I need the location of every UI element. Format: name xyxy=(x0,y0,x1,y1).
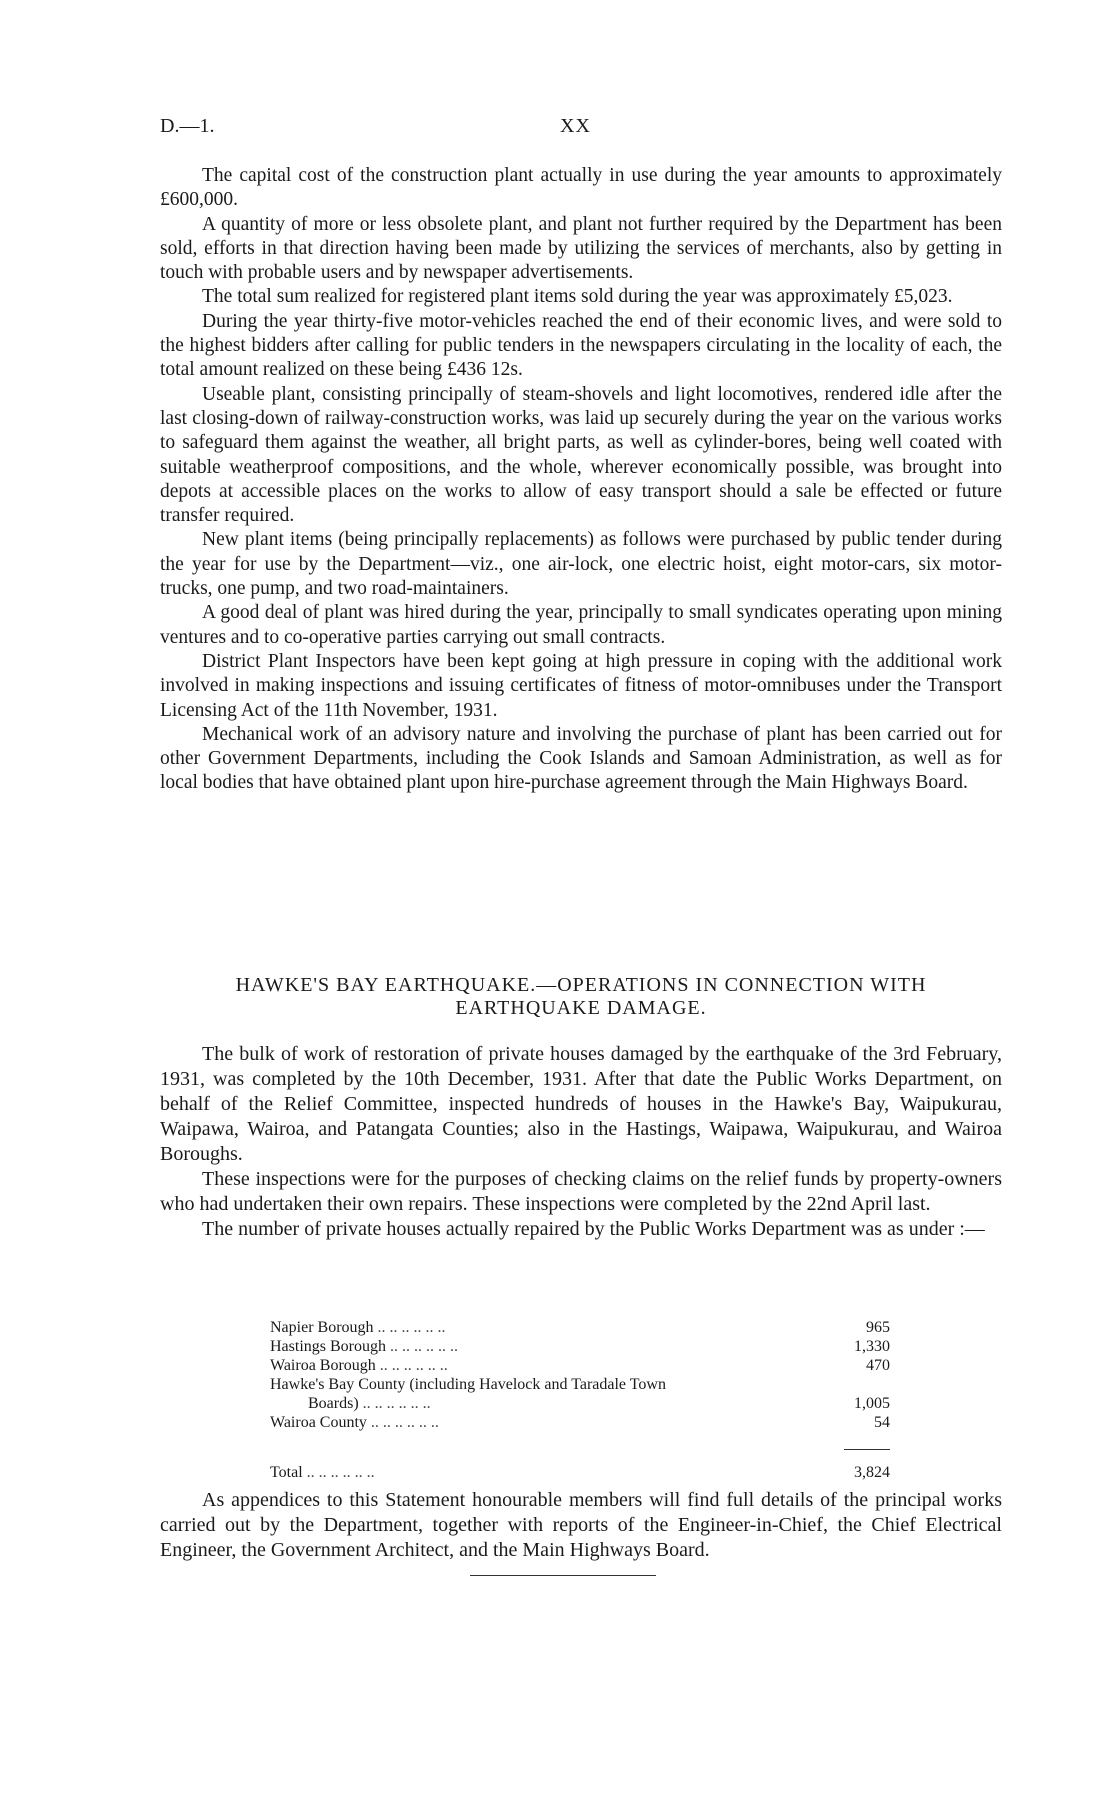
table-row xyxy=(270,1318,890,1337)
page-header xyxy=(160,115,1000,145)
total-row xyxy=(270,1455,890,1482)
paragraph: The number of private houses actually repaired by the Public Works Department was as under :— xyxy=(202,1218,985,1240)
paragraph: The capital cost of the construction plant actually in use during the year amounts to approximately £600,000. xyxy=(160,165,1002,211)
leader-dots: .. .. .. .. .. .. xyxy=(306,1464,375,1481)
table-row xyxy=(270,1337,890,1356)
row-label: Napier Borough xyxy=(270,1319,374,1336)
sum-rule xyxy=(844,1449,890,1450)
earthquake-section xyxy=(160,1042,1002,1242)
houses-repaired-table xyxy=(270,1318,890,1482)
row-value: 1,005 xyxy=(854,1395,890,1412)
closing-paragraph: As appendices to this Statement honourable members will find full details of the principal works carried out by the Department, together with reports of the Engineer-in-Chief, the Chief Electrical Engineer, the Government Architect, and the Main Highways Board. xyxy=(160,1489,1002,1561)
row-value: 965 xyxy=(866,1319,890,1336)
table-row xyxy=(270,1356,890,1375)
row-value: 54 xyxy=(874,1414,890,1431)
row-value: 470 xyxy=(866,1357,890,1374)
section-heading-line1: HAWKE'S BAY EARTHQUAKE.—OPERATIONS IN CONNECTION WITH xyxy=(235,974,927,996)
leader-dots: .. .. .. .. .. .. xyxy=(379,1357,448,1374)
leader-dots: .. .. .. .. .. .. xyxy=(390,1338,458,1355)
sum-rule-row xyxy=(270,1432,890,1455)
row-label: Hastings Borough xyxy=(270,1338,386,1355)
leader-dots: .. .. .. .. .. .. xyxy=(370,1414,439,1431)
table-row xyxy=(270,1375,890,1413)
leader-dots: .. .. .. .. .. .. xyxy=(362,1395,431,1412)
row-value: 1,330 xyxy=(854,1338,890,1355)
plant-section xyxy=(160,164,1002,796)
paragraph: A quantity of more or less obsolete plant, and plant not further required by the Department has been sold, efforts in that direction having been made by utilizing the services of merchants, also by getting in touch with probable users and by newspaper advertisements. xyxy=(160,213,1002,284)
paragraph: The bulk of work of restoration of private houses damaged by the earthquake of the 3rd February, 1931, was completed by the 10th December, 1931. After that date the Public Works Department, on behalf of the Relief Committee, inspected hundreds of houses in the Hawke's Bay, Waipukurau, Waipawa, Wairoa, and Patangata Counties; also in the Hastings, Waipawa, Waipukurau, and Wairoa Boroughs. xyxy=(160,1043,1002,1165)
row-label: Wairoa Borough xyxy=(270,1357,376,1374)
paragraph: During the year thirty-five motor-vehicles reached the end of their economic lives, and were sold to the highest bidders after calling for public tenders in the newspapers circulating in the locality of each, the total amount realized on these being £436 12s. xyxy=(160,310,1002,381)
paragraph: District Plant Inspectors have been kept going at high pressure in coping with the additional work involved in making inspections and issuing certificates of fitness of motor-omnibuses under the Transport Licensing Act of the 11th November, 1931. xyxy=(160,650,1002,721)
section-heading-line2: EARTHQUAKE DAMAGE. xyxy=(455,997,707,1019)
paragraph: Useable plant, consisting principally of steam-shovels and light locomotives, rendered idle after the last closing-down of railway-construction works, was laid up securely during the year on the various works to safeguard them against the weather, all bright parts, as well as cylinder-bores, being well coated with suitable weatherproof compositions, and the whole, wherever economically possible, was brought into depots at accessible places on the works to allow of easy transport should a sale be effected or future transfer required. xyxy=(160,383,1002,527)
closing-section xyxy=(160,1488,1002,1563)
end-rule xyxy=(470,1575,656,1576)
paragraph: The total sum realized for registered plant items sold during the year was approximately £5,023. xyxy=(202,286,953,308)
leader-dots: .. .. .. .. .. .. xyxy=(377,1319,446,1336)
paragraph: A good deal of plant was hired during the year, principally to small syndicates operating upon mining ventures and to co-operative parties carrying out small contracts. xyxy=(160,602,1002,648)
total-value: 3,824 xyxy=(854,1464,890,1481)
page-number: XX xyxy=(560,115,591,137)
total-label: Total xyxy=(270,1464,303,1481)
table-row xyxy=(270,1413,890,1432)
section-heading xyxy=(160,974,1002,1020)
row-label: Wairoa County xyxy=(270,1414,367,1431)
paragraph: New plant items (being principally replacements) as follows were purchased by public tender during the year for use by the Department—viz., one air-lock, one electric hoist, eight motor-cars, six motor-trucks, one pump, and two road-maintainers. xyxy=(160,529,1002,600)
document-reference: D.—1. xyxy=(160,115,215,137)
paragraph: Mechanical work of an advisory nature and involving the purchase of plant has been carried out for other Government Departments, including the Cook Islands and Samoan Administration, as well as for local bodies that have obtained plant upon hire-purchase agreement through the Main Highways Board. xyxy=(160,723,1002,794)
row-label-continued: Boards) xyxy=(308,1395,359,1412)
row-label: Hawke's Bay County (including Havelock and Taradale Town xyxy=(270,1376,666,1393)
paragraph: These inspections were for the purposes of checking claims on the relief funds by property-owners who had undertaken their own repairs. These inspections were completed by the 22nd April last. xyxy=(160,1168,1002,1215)
